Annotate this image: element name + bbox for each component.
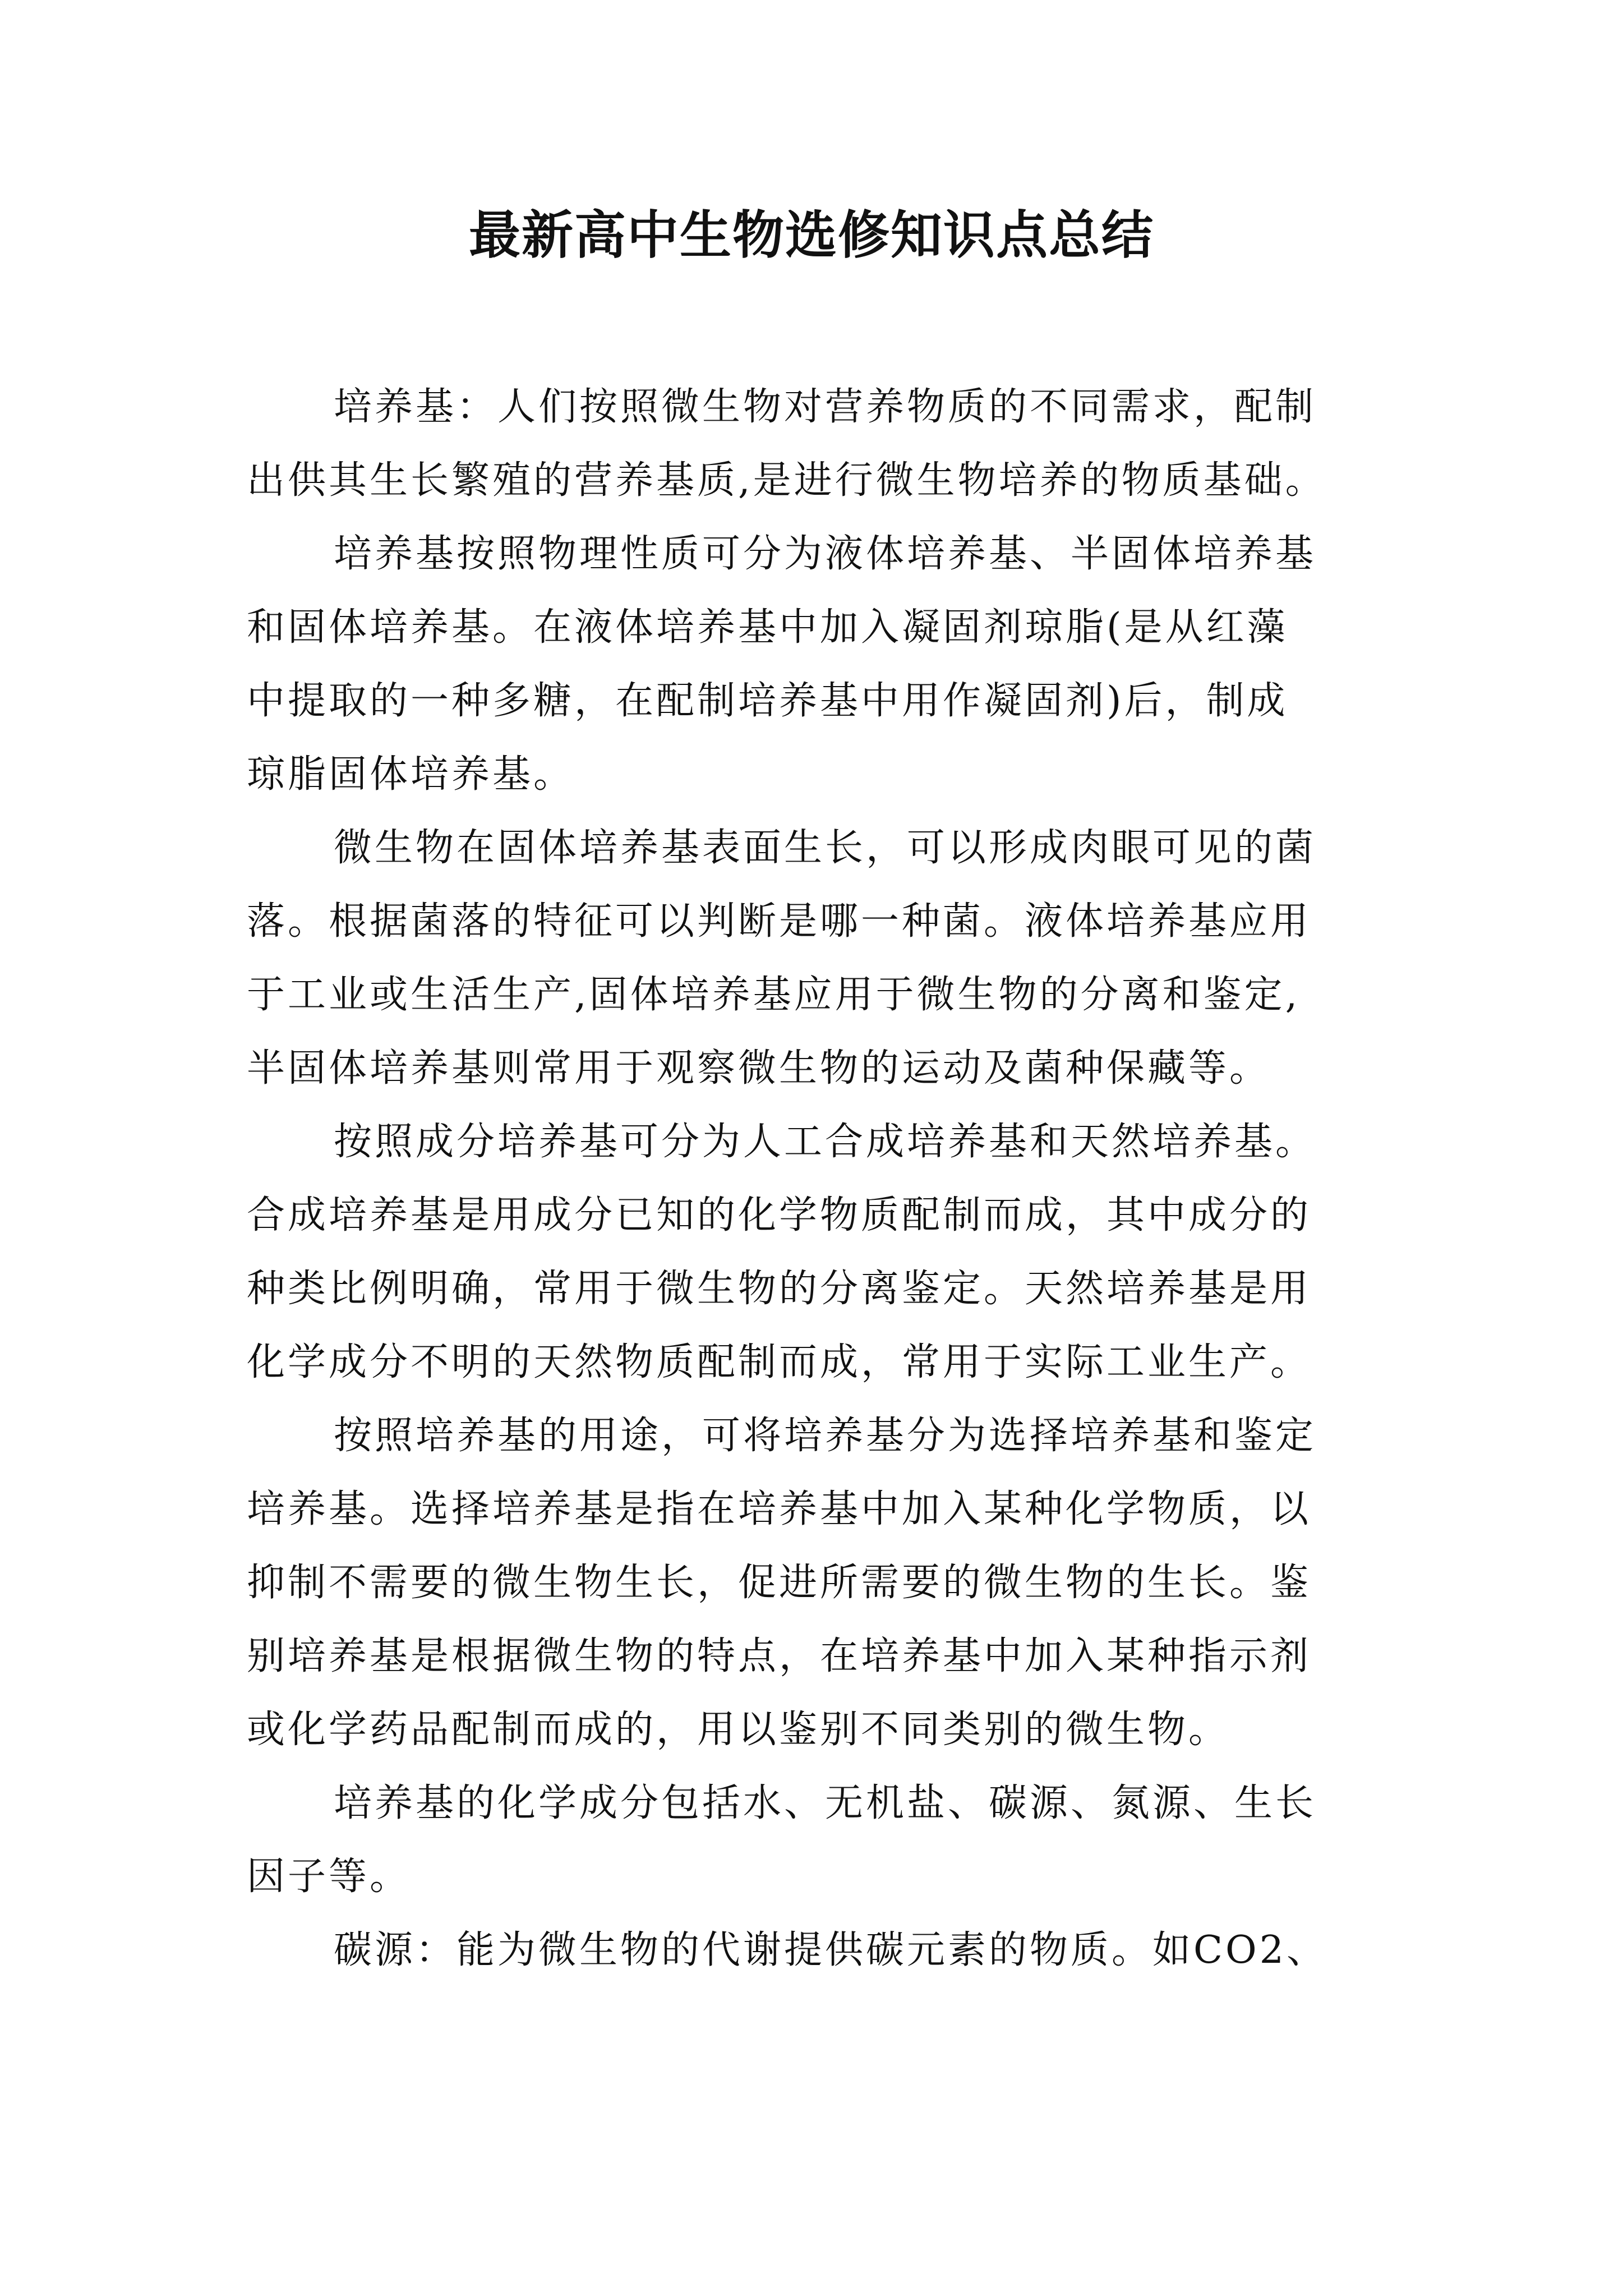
text-line: 中提取的一种多糖，在配制培养基中用作凝固剂)后，制成: [247, 679, 1288, 723]
document-body: [247, 370, 1391, 1987]
text-line: 于工业或生活生产,固体培养基应用于微生物的分离和鉴定,: [247, 973, 1301, 1017]
document-title: 最新高中生物选修知识点总结: [468, 205, 1154, 265]
text-line: 培养基的化学成分包括水、无机盐、碳源、氮源、生长: [334, 1781, 1317, 1825]
text-line: 合成培养基是用成分已知的化学物质配制而成，其中成分的: [247, 1193, 1312, 1237]
text-line: 或化学药品配制而成的，用以鉴别不同类别的微生物。: [247, 1708, 1230, 1752]
text-line: 出供其生长繁殖的营养基质,是进行微生物培养的物质基础。: [247, 458, 1326, 503]
text-line: 碳源：能为微生物的代谢提供碳元素的物质。如CO2、: [334, 1928, 1328, 1972]
text-line: 落。根据菌落的特征可以判断是哪一种菌。液体培养基应用: [247, 899, 1312, 944]
text-line: 半固体培养基则常用于观察微生物的运动及菌种保藏等。: [247, 1046, 1271, 1091]
text-line: 抑制不需要的微生物生长，促进所需要的微生物的生长。鉴: [247, 1561, 1312, 1605]
text-line: 化学成分不明的天然物质配制而成，常用于实际工业生产。: [247, 1340, 1312, 1384]
text-line: 按照成分培养基可分为人工合成培养基和天然培养基。: [334, 1120, 1317, 1164]
text-line: 微生物在固体培养基表面生长，可以形成肉眼可见的菌: [334, 826, 1317, 870]
text-line: 因子等。: [247, 1855, 411, 1899]
text-line: 培养基：人们按照微生物对营养物质的不同需求，配制: [334, 385, 1317, 429]
text-line: 种类比例明确，常用于微生物的分离鉴定。天然培养基是用: [247, 1267, 1312, 1311]
text-line: 按照培养基的用途，可将培养基分为选择培养基和鉴定: [334, 1414, 1317, 1458]
text-line: 琼脂固体培养基。: [247, 752, 575, 797]
text-line: 培养基按照物理性质可分为液体培养基、半固体培养基: [334, 532, 1317, 576]
text-line: 别培养基是根据微生物的特点，在培养基中加入某种指示剂: [247, 1634, 1312, 1678]
text-line: 培养基。选择培养基是指在培养基中加入某种化学物质，以: [247, 1487, 1312, 1531]
text-line: 和固体培养基。在液体培养基中加入凝固剂琼脂(是从红藻: [247, 605, 1288, 650]
